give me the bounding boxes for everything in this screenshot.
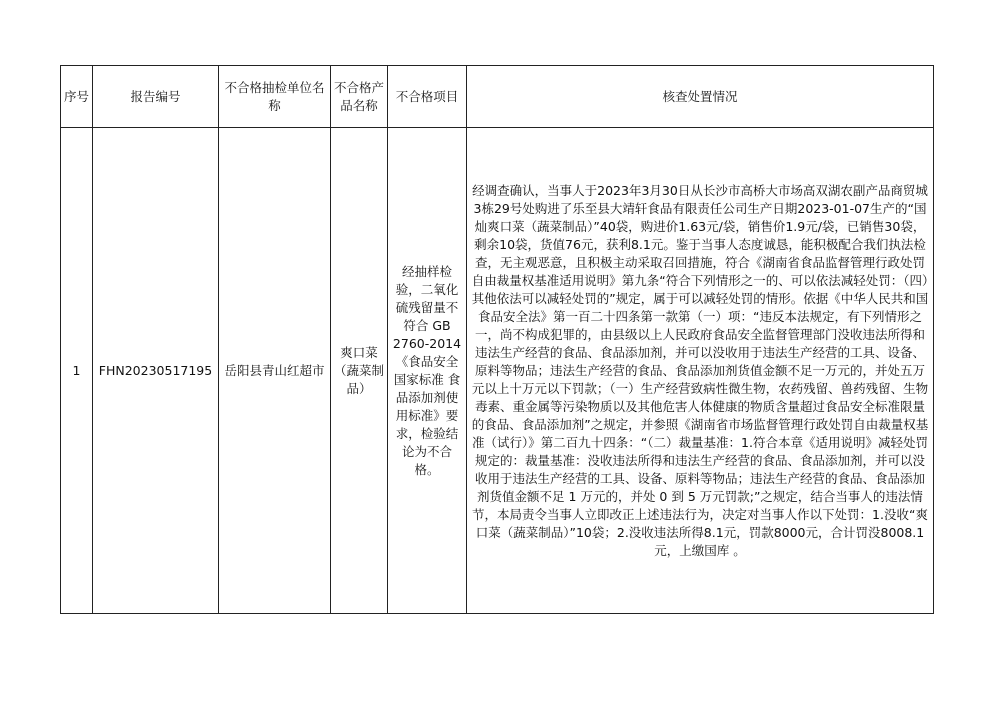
cell-report-no: FHN20230517195 [93,128,219,614]
header-unit: 不合格抽检单位名称 [219,66,331,128]
cell-unit: 岳阳县青山红超市 [219,128,331,614]
cell-handling: 经调查确认，当事人于2023年3月30日从长沙市高桥大市场高双湖农副产品商贸城3栋29号处购进了乐至县大靖轩食品有限责任公司生产日期2023-01-07生产的“国灿爽口菜（蔬菜制品）”40袋，购进价1.63元/袋，销售价1.9元/袋，已销售30袋，剩余10袋，货值76元，获利8.1元。鉴于当事人态度诚恳，能积极配合我们执法检查，无主观恶意，且积极主动采取召回措施，符合《湖南省食品监督管理行政处罚自由裁量权基准适用说明》第九条“符合下列情形之一的、可以依法减轻处罚：（四）其他依法可以减轻处罚的”规定，属于可以减轻处罚的情形。依据《中华人民共和国食品安全法》第一百二十四条第一款第（一）项：“违反本法规定，有下列情形之一，尚不构成犯罪的，由县级以上人民政府食品安全监督管理部门没收违法所得和违法生产经营的食品、食品添加剂，并可以没收用于违法生产经营的工具、设备、原料等物品；违法生产经营的食品、食品添加剂货值金额不足一万元的，并处五万元以上十万元以下罚款；（一）生产经营致病性微生物，农药残留、兽药残留、生物毒素、重金属等污染物质以及其他危害人体健康的物质含量超过食品安全标准限量的食品、食品添加剂”之规定，并参照《湖南省市场监督管理行政处罚自由裁量权基准（试行）》第二百九十四条：“（二）裁量基准：1.符合本章《适用说明》减轻处罚规定的：裁量基准：没收违法所得和违法生产经营的食品、食品添加剂，并可以没收用于违法生产经营的工具、设备、原料等物品；违法生产经营的食品、食品添加剂货值金额不足 1 万元的，并处 0 到 5 万元罚款;”之规定，结合当事人的违法情节，本局责令当事人立即改正上述违法行为，决定对当事人作以下处罚：1.没收“爽口菜（蔬菜制品）”10袋；2.没收违法所得8.1元，罚款8000元，合计罚没8008.1元，上缴国库 。 [467,128,934,614]
cell-product: 爽口菜（蔬菜制品） [331,128,388,614]
header-product: 不合格产品名称 [331,66,388,128]
inspection-table [60,65,934,614]
table-header-row [61,66,934,128]
header-handling: 核查处置情况 [467,66,934,128]
cell-index: 1 [61,128,93,614]
header-index: 序号 [61,66,93,128]
cell-item: 经抽样检验，二氧化硫残留量不符合 GB 2760-2014《食品安全国家标准 食品添加剂使用标准》要求，检验结论为不合格。 [388,128,467,614]
header-report-no: 报告编号 [93,66,219,128]
header-item: 不合格项目 [388,66,467,128]
table-row [61,128,934,614]
